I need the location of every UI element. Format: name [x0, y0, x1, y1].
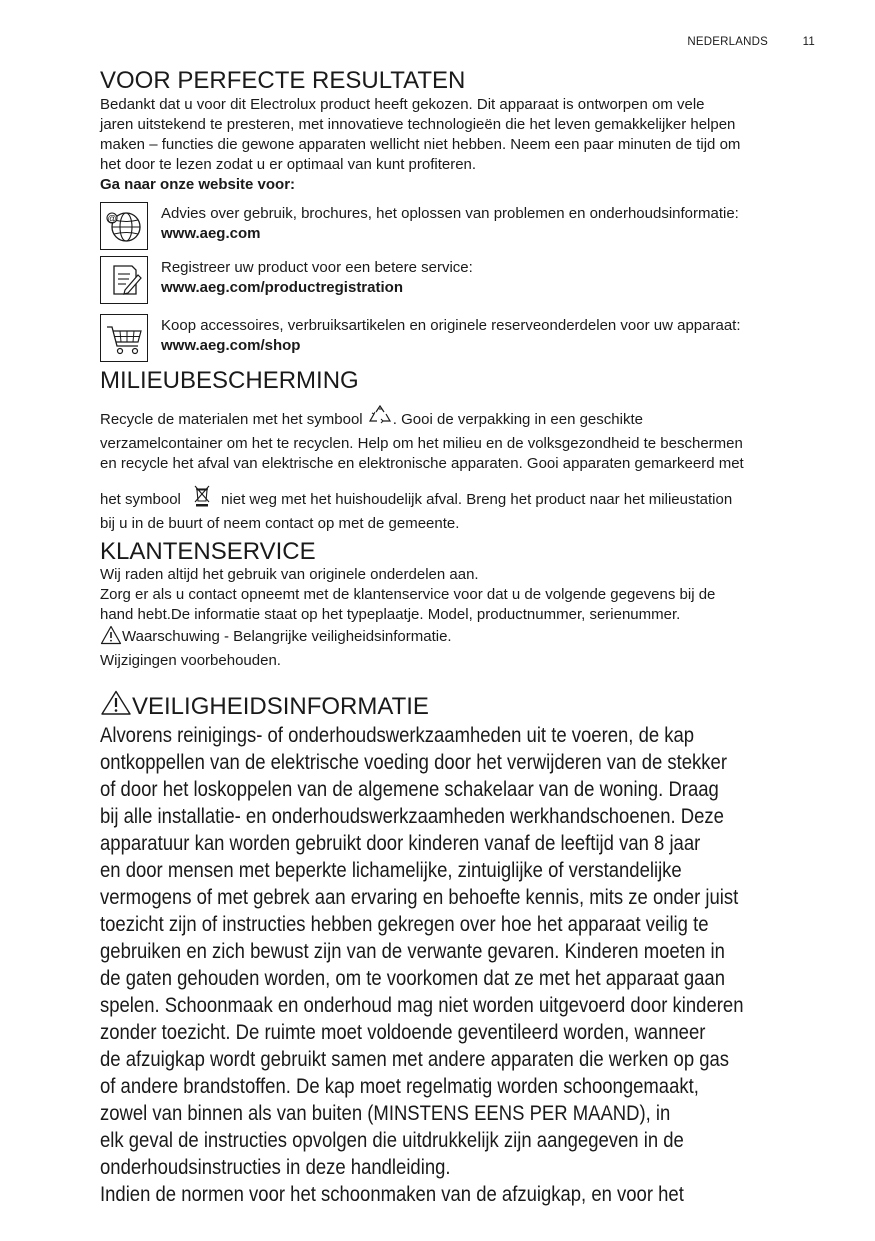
link-description: Koop accessoires, verbruiksartikelen en originele reserveonderdelen voor uw apparaat:: [161, 317, 741, 334]
environment-line: en recycle het afval van elektrische en elektronische apparaten. Gooi apparaten gemarkeerd met: [100, 455, 744, 472]
intro-paragraph: [100, 95, 820, 195]
website-heading: Ga naar onze website voor:: [100, 176, 296, 193]
environment-line: bij u in de buurt of neem contact op met de gemeente.: [100, 515, 460, 532]
changes-notice: Wijzigingen voorbehouden.: [100, 652, 281, 669]
service-line: Wij raden altijd het gebruik van originele onderdelen aan.: [100, 566, 479, 583]
safety-line: of andere brandstoffen. De kap moet regelmatig worden schoongemaakt,: [100, 1074, 699, 1098]
service-paragraph: [100, 565, 820, 671]
environment-line-text: niet weg met het huishoudelijk afval. Breng het product naar het milieustation: [221, 491, 733, 508]
safety-line: spelen. Schoonmaak en onderhoud mag niet worden uitgevoerd door kinderen: [100, 993, 744, 1017]
environment-line: verzamelcontainer om het te recyclen. Help om het milieu en de volksgezondheid te beschermen: [100, 435, 743, 452]
environment-paragraph: [100, 404, 820, 534]
warning-icon: [100, 625, 122, 651]
language-label: NEDERLANDS: [687, 36, 768, 48]
service-line: hand hebt.De informatie staat op het typeplaatje. Model, productnummer, serienummer.: [100, 606, 681, 623]
safety-line: vermogens of met gebrek aan ervaring en behoefte kennis, mits ze onder juist: [100, 885, 739, 909]
shopping-cart-icon: [100, 314, 148, 362]
intro-line: jaren uitstekend te presteren, met innovatieve technologieën die het leven gemakkelijker helpen: [100, 116, 736, 133]
safety-heading: [100, 690, 429, 726]
globe-icon: [100, 202, 148, 250]
environment-line: [100, 484, 820, 514]
svg-text:@: @: [107, 213, 117, 224]
safety-line: de afzuigkap wordt gebruikt samen met andere apparaten die werken op gas: [100, 1047, 730, 1071]
safety-line: gebruiken en zich bewust zijn van de verwante gevaren. Kinderen moeten in: [100, 939, 725, 963]
weee-bin-icon: [193, 484, 211, 514]
intro-line: Bedankt dat u voor dit Electrolux product heeft gekozen. Dit apparaat is ontworpen om vele: [100, 96, 705, 113]
warning-line: [100, 625, 820, 651]
safety-line: apparatuur kan worden gebruikt door kinderen vanaf de leeftijd van 8 jaar: [100, 831, 701, 855]
link-url-aeg[interactable]: www.aeg.com: [161, 225, 261, 242]
warning-text: Waarschuwing - Belangrijke veiligheidsinformatie.: [122, 628, 452, 645]
service-line: Zorg er als u contact opneemt met de klantenservice voor dat u de volgende gegevens bij de: [100, 586, 716, 603]
safety-line: Indien de normen voor het schoonmaken van de afzuigkap, en voor het: [100, 1182, 684, 1206]
safety-line: elk geval de instructies opvolgen die uitdrukkelijk zijn aangegeven in de: [100, 1128, 684, 1152]
link-row-support: [100, 202, 820, 252]
environment-line-text: Recycle de materialen met het symbool: [100, 411, 363, 428]
link-row-shop: [100, 314, 820, 364]
environment-line-text: het symbool: [100, 491, 181, 508]
environment-title: MILIEUBESCHERMING: [100, 367, 359, 394]
service-title: KLANTENSERVICE: [100, 538, 316, 565]
environment-line: [100, 404, 820, 434]
warning-icon: [100, 690, 132, 726]
link-text-registration: [161, 258, 473, 298]
link-url-registration[interactable]: www.aeg.com/productregistration: [161, 279, 403, 296]
safety-line: bij alle installatie- en onderhoudswerkzaamheden werkhandschoenen. Deze: [100, 804, 724, 828]
intro-line: maken – functies die gewone apparaten wellicht niet hebben. Neem een paar minuten de tijd om: [100, 136, 741, 153]
intro-line: het door te lezen zodat u er optimaal van kunt profiteren.: [100, 156, 477, 173]
link-text-support: [161, 204, 739, 244]
page-header: [0, 36, 875, 52]
safety-line: of door het loskoppelen van de algemene schakelaar van de woning. Draag: [100, 777, 719, 801]
page-number: 11: [802, 36, 815, 48]
safety-line: ontkoppellen van de elektrische voeding door het verwijderen van de stekker: [100, 750, 727, 774]
link-url-shop[interactable]: www.aeg.com/shop: [161, 337, 301, 354]
intro-title: VOOR PERFECTE RESULTATEN: [100, 67, 466, 94]
link-row-registration: [100, 256, 820, 306]
registration-icon: [100, 256, 148, 304]
link-text-shop: [161, 316, 741, 356]
safety-title: VEILIGHEIDSINFORMATIE: [132, 693, 429, 720]
environment-line-text: . Gooi de verpakking in een geschikte: [392, 411, 643, 428]
recycle-icon: [367, 404, 393, 434]
safety-line: toezicht zijn of instructies hebben gekregen over hoe het apparaat veilig te: [100, 912, 709, 936]
safety-line: zowel van binnen als van buiten (MINSTENS EENS PER MAAND), in: [100, 1101, 671, 1125]
safety-line: en door mensen met beperkte lichamelijke, zintuiglijke of verstandelijke: [100, 858, 682, 882]
safety-line: onderhoudsinstructies in deze handleiding.: [100, 1155, 451, 1179]
link-description: Advies over gebruik, brochures, het oplossen van problemen en onderhoudsinformatie:: [161, 205, 739, 222]
safety-line: de gaten gehouden worden, om te voorkomen dat ze met het apparaat gaan: [100, 966, 725, 990]
link-description: Registreer uw product voor een betere service:: [161, 259, 473, 276]
safety-line: zonder toezicht. De ruimte moet voldoende geventileerd worden, wanneer: [100, 1020, 706, 1044]
safety-paragraph: [100, 722, 744, 1208]
safety-line: Alvorens reinigings- of onderhoudswerkzaamheden uit te voeren, de kap: [100, 723, 695, 747]
